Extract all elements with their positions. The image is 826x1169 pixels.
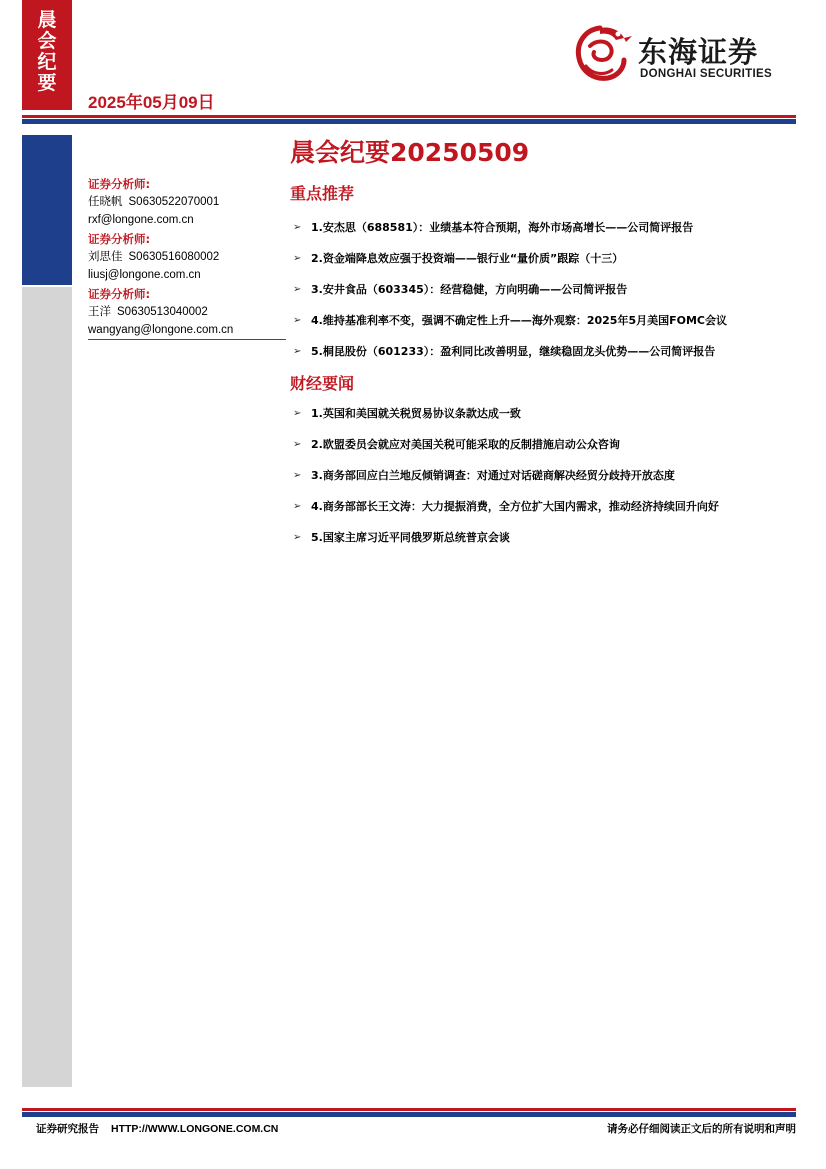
analyst-email[interactable]: rxf@longone.com.cn bbox=[88, 214, 194, 226]
list-item-text: 3.商务部回应白兰地反倾销调查：对通过对话磋商解决经贸分歧持开放态度 bbox=[311, 469, 675, 482]
page-title: 晨会纪要20250509 bbox=[290, 138, 530, 167]
list-item-text: 4.商务部部长王文涛：大力提振消费，全方位扩大国内需求，推动经济持续回升向好 bbox=[311, 500, 719, 513]
news-list bbox=[293, 407, 803, 562]
list-item[interactable] bbox=[293, 283, 803, 314]
list-item[interactable] bbox=[293, 314, 803, 345]
footer-divider-blue bbox=[22, 1112, 796, 1117]
list-item-text: 4.维持基准利率不变，强调不确定性上升——海外观察：2025年5月美国FOMC会议 bbox=[311, 314, 727, 327]
list-item-text: 1.英国和美国就关税贸易协议条款达成一致 bbox=[311, 407, 521, 420]
footer-url-link[interactable]: HTTP://WWW.LONGONE.COM.CN bbox=[111, 1123, 279, 1135]
arrow-bullet-icon: ➢ bbox=[293, 222, 302, 233]
analyst-name-line bbox=[88, 303, 286, 321]
analyst-code: S0630516080002 bbox=[128, 251, 220, 263]
arrow-bullet-icon: ➢ bbox=[293, 408, 302, 419]
arrow-bullet-icon: ➢ bbox=[293, 501, 302, 512]
analyst-label: 证券分析师: bbox=[88, 232, 151, 246]
analyst-list bbox=[88, 176, 286, 341]
footer-left bbox=[36, 1121, 278, 1136]
vertical-tab-char: 纪 bbox=[37, 51, 57, 73]
vertical-tab-char: 晨 bbox=[37, 9, 57, 31]
list-item[interactable] bbox=[293, 500, 803, 531]
list-item-text: 3.安井食品（603345）：经营稳健，方向明确——公司简评报告 bbox=[311, 283, 628, 296]
header-divider-red bbox=[22, 115, 796, 118]
section-title-news: 财经要闻 bbox=[290, 374, 355, 393]
analyst-entry bbox=[88, 286, 286, 339]
analyst-entry bbox=[88, 231, 286, 284]
section-title-highlights: 重点推荐 bbox=[290, 184, 355, 203]
vertical-tab-label bbox=[22, 10, 72, 94]
analyst-label: 证券分析师: bbox=[88, 287, 151, 301]
logo-name-cn: 东海证券 bbox=[638, 35, 759, 69]
logo-name-en: DONGHAI SECURITIES bbox=[640, 68, 772, 80]
analyst-code: S0630513040002 bbox=[117, 306, 208, 318]
list-item[interactable] bbox=[293, 469, 803, 500]
analyst-name: 王洋 bbox=[88, 306, 111, 318]
sidebar-gray-block bbox=[22, 287, 72, 1087]
arrow-bullet-icon: ➢ bbox=[293, 532, 302, 543]
list-item[interactable] bbox=[293, 252, 803, 283]
header-vertical-tab bbox=[22, 0, 72, 110]
analyst-name: 刘思佳 bbox=[88, 251, 123, 263]
footer-disclaimer: 请务必仔细阅读正文后的所有说明和声明 bbox=[607, 1123, 796, 1135]
list-item[interactable] bbox=[293, 345, 803, 376]
vertical-tab-char: 会 bbox=[37, 30, 57, 52]
arrow-bullet-icon: ➢ bbox=[293, 253, 302, 264]
arrow-bullet-icon: ➢ bbox=[293, 315, 302, 326]
arrow-bullet-icon: ➢ bbox=[293, 470, 302, 481]
arrow-bullet-icon: ➢ bbox=[293, 284, 302, 295]
list-item[interactable] bbox=[293, 407, 803, 438]
list-item[interactable] bbox=[293, 221, 803, 252]
arrow-bullet-icon: ➢ bbox=[293, 346, 302, 357]
report-date: 2025年05月09日 bbox=[88, 93, 215, 112]
analyst-name-line bbox=[88, 193, 286, 211]
analyst-name: 任晓帆 bbox=[88, 196, 123, 208]
list-item-text: 2.资金端降息效应强于投资端——银行业“量价质”跟踪（十三） bbox=[311, 252, 624, 265]
list-item-text: 1.安杰思（688581）：业绩基本符合预期，海外市场高增长——公司简评报告 bbox=[311, 221, 694, 234]
analyst-entry bbox=[88, 176, 286, 229]
sidebar-blue-block bbox=[22, 135, 72, 285]
analyst-label: 证券分析师: bbox=[88, 177, 151, 191]
dragon-logo-icon bbox=[570, 22, 634, 88]
footer-report-type: 证券研究报告 bbox=[36, 1123, 99, 1135]
analyst-code: S0630522070001 bbox=[128, 196, 220, 208]
list-item-text: 5.桐昆股份（601233）：盈利同比改善明显，继续稳固龙头优势——公司简评报告 bbox=[311, 345, 716, 358]
header-divider-blue bbox=[22, 119, 796, 124]
list-item-text: 5.国家主席习近平同俄罗斯总统普京会谈 bbox=[311, 531, 510, 544]
highlights-list bbox=[293, 221, 803, 376]
list-item[interactable] bbox=[293, 531, 803, 562]
analyst-name-line bbox=[88, 248, 286, 266]
analyst-divider bbox=[88, 339, 286, 340]
list-item-text: 2.欧盟委员会就应对美国关税可能采取的反制措施启动公众咨询 bbox=[311, 438, 620, 451]
company-logo bbox=[570, 22, 795, 92]
vertical-tab-char: 要 bbox=[37, 72, 57, 94]
list-item[interactable] bbox=[293, 438, 803, 469]
analyst-email[interactable]: liusj@longone.com.cn bbox=[88, 269, 201, 281]
analyst-email[interactable]: wangyang@longone.com.cn bbox=[88, 324, 234, 336]
arrow-bullet-icon: ➢ bbox=[293, 439, 302, 450]
footer-divider-red bbox=[22, 1108, 796, 1111]
